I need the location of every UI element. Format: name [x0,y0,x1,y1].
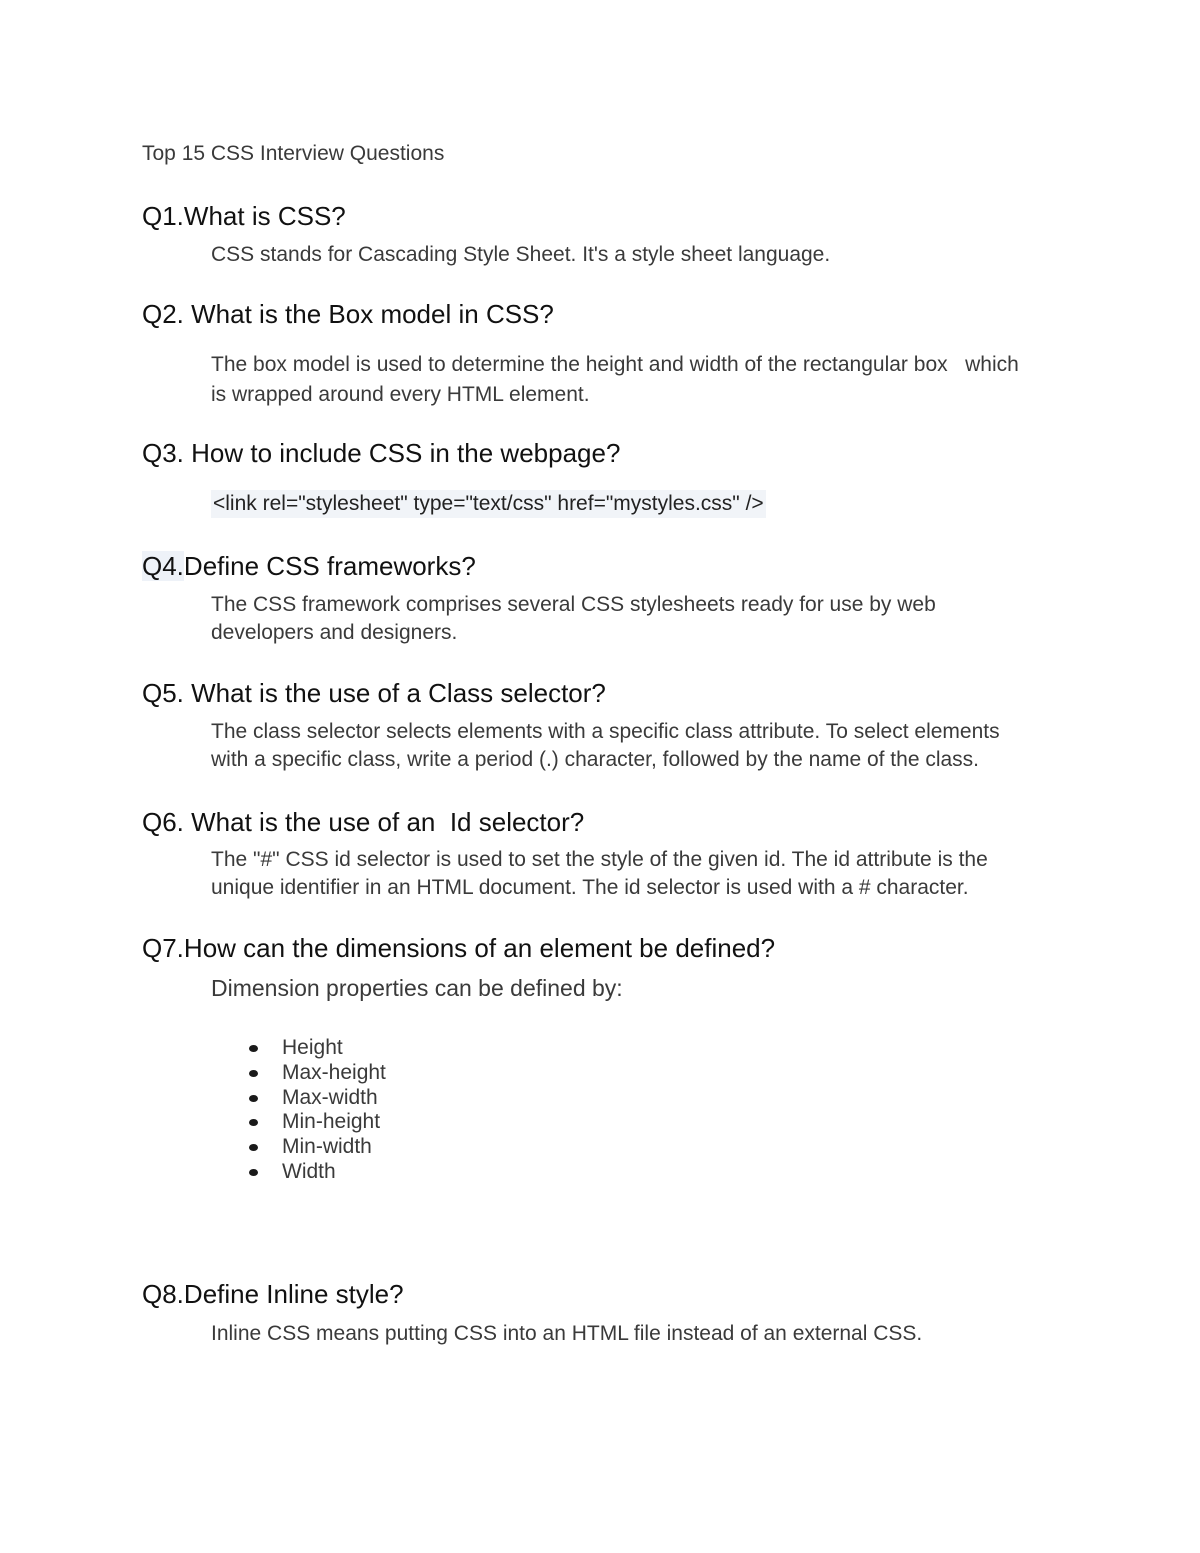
question-7-heading [142,932,775,964]
question-2-heading [142,298,554,330]
question-4-heading [142,550,476,582]
question-3-heading [142,437,620,469]
list-item [247,1110,386,1135]
answer-4-line-2: developers and designers. [211,621,458,644]
answer-4-line-1: The CSS framework comprises several CSS stylesheets ready for use by web [211,593,936,616]
question-7-number: Q7. [142,933,184,963]
question-1-text: What is CSS? [183,201,346,231]
question-1-number: Q1. [142,201,184,231]
question-7-text: How can the dimensions of an element be defined? [183,933,776,963]
answer-2-line-1: The box model is used to determine the height and width of the rectangular box which [211,353,1019,376]
question-5-number: Q5. [142,678,192,708]
bullet-icon [249,1045,258,1052]
answer-5-line-2: with a specific class, write a period (.) character, followed by the name of the class. [211,748,980,771]
answer-1: CSS stands for Cascading Style Sheet. It's a style sheet language. [211,243,831,266]
question-4-text: Define CSS frameworks? [183,551,476,581]
list-item-label: Max-width [282,1085,378,1109]
question-5-text: What is the use of a Class selector? [191,678,606,708]
question-8-number: Q8. [142,1279,184,1309]
answer-6-line-2: unique identifier in an HTML document. The id selector is used with a # character. [211,876,969,899]
list-item-label: Min-height [282,1110,381,1134]
question-6-heading [142,806,584,838]
question-8-text: Define Inline style? [183,1279,404,1309]
dimension-properties-list [247,1036,386,1185]
answer-7-intro: Dimension properties can be defined by: [211,975,623,1001]
list-item [247,1036,386,1061]
answer-6-line-1: The "#" CSS id selector is used to set the style of the given id. The id attribute is the [211,848,988,871]
bullet-icon [249,1070,258,1077]
question-2-text: What is the Box model in CSS? [191,299,554,329]
question-6-text: What is the use of an Id selector? [191,807,585,837]
list-item-label: Max-height [282,1060,386,1084]
question-4-number: Q4. [142,551,184,581]
question-8-heading [142,1278,404,1310]
list-item-label: Min-width [282,1135,372,1159]
answer-2-line-2: is wrapped around every HTML element. [211,383,590,406]
list-item [247,1135,386,1160]
list-item-label: Width [282,1159,336,1183]
bullet-icon [249,1095,258,1102]
list-item-label: Height [282,1036,343,1059]
answer-8: Inline CSS means putting CSS into an HTML file instead of an external CSS. [211,1322,923,1345]
question-2-number: Q2. [142,299,192,329]
question-1-heading [142,200,346,232]
question-6-number: Q6. [142,807,192,837]
bullet-icon [249,1119,258,1126]
bullet-icon [249,1144,258,1151]
question-5-heading [142,677,606,709]
list-item [247,1160,386,1185]
bullet-icon [249,1169,258,1176]
list-item [247,1086,386,1111]
question-3-number: Q3. [142,438,192,468]
question-3-text: How to include CSS in the webpage? [191,438,621,468]
list-item [247,1061,386,1086]
code-snippet-link-tag: <link rel="stylesheet" type="text/css" href="mystyles.css" /> [211,490,766,518]
answer-5-line-1: The class selector selects elements with a specific class attribute. To select elements [211,720,1000,743]
document-title: Top 15 CSS Interview Questions [142,142,445,165]
